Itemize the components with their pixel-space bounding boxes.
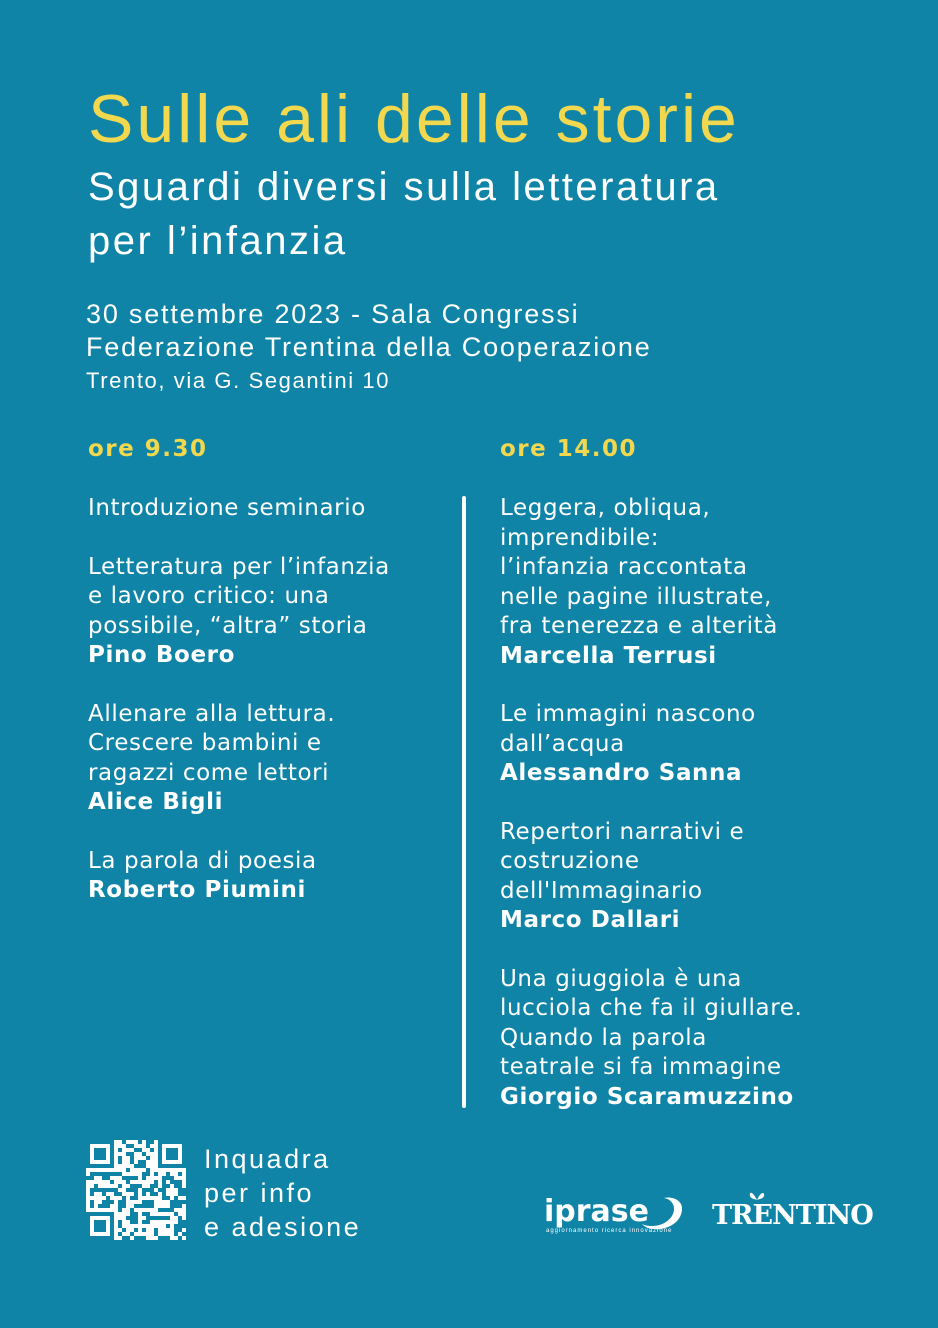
morning-column xyxy=(88,436,458,935)
talk-title-line: dall’acqua xyxy=(500,730,625,757)
iprase-tagline: aggiornamento ricerca innovazione xyxy=(546,1228,673,1234)
talk-title-line: Quando la parola xyxy=(500,1024,707,1051)
talk-title-line: Repertori narrativi e xyxy=(500,818,745,845)
talk-item xyxy=(88,847,458,906)
talk-item xyxy=(500,494,880,671)
speaker-name: Marcella Terrusi xyxy=(500,642,717,669)
talk-item xyxy=(88,494,458,524)
poster-title: Sulle ali delle storie xyxy=(88,81,740,157)
talk-title-line: Le immagini nascono xyxy=(500,701,756,727)
iprase-logo-word: iprase xyxy=(544,1194,649,1229)
event-date-venue: 30 settembre 2023 - Sala Congressi xyxy=(86,299,580,329)
talk-title-line: ragazzi come lettori xyxy=(88,759,330,786)
afternoon-time: ore 14.00 xyxy=(500,436,638,462)
talk-title-line: Leggera, obliqua, xyxy=(500,495,711,521)
talk-item xyxy=(88,553,458,671)
talk-item xyxy=(88,700,458,818)
talk-item xyxy=(500,965,880,1113)
talk-title-line: e lavoro critico: una xyxy=(88,583,330,609)
qr-caption-line: per info xyxy=(204,1178,315,1208)
event-info xyxy=(86,298,652,397)
speaker-name: Alessandro Sanna xyxy=(500,760,743,786)
trentino-logo: TRENTINO xyxy=(712,1200,873,1231)
qr-caption xyxy=(204,1142,361,1244)
event-address: Trento, via G. Segantini 10 xyxy=(86,368,391,393)
talk-title-line: Una giuggiola è una xyxy=(500,965,742,992)
talk-title-line: l’infanzia raccontata xyxy=(500,554,748,580)
talk-title-line: lucciola che fa il giullare. xyxy=(500,995,803,1021)
speaker-name: Roberto Piumini xyxy=(88,877,306,903)
talk-title-line: fra tenerezza e alterità xyxy=(500,613,778,639)
speaker-name: Alice Bigli xyxy=(88,789,224,815)
qr-code-icon[interactable] xyxy=(86,1140,186,1240)
speaker-name: Pino Boero xyxy=(88,642,235,668)
talk-item xyxy=(500,700,880,789)
morning-time: ore 9.30 xyxy=(88,436,208,462)
speaker-name: Marco Dallari xyxy=(500,907,681,933)
talk-title-line: costruzione xyxy=(500,848,640,874)
talk-title-line: Letteratura per l’infanzia xyxy=(88,553,390,580)
talk-title-line: Crescere bambini e xyxy=(88,730,322,756)
poster-subtitle xyxy=(88,160,720,268)
talk-item xyxy=(500,818,880,936)
qr-caption-line: e adesione xyxy=(204,1212,362,1242)
qr-caption-line: Inquadra xyxy=(204,1144,331,1174)
subtitle-line-2: per l’infanzia xyxy=(88,219,348,263)
column-divider xyxy=(462,496,466,1108)
talk-title-line: nelle pagine illustrate, xyxy=(500,583,772,610)
talk-title-line: Allenare alla lettura. xyxy=(88,700,336,727)
talk-title-line: teatrale si fa immagine xyxy=(500,1054,782,1080)
talk-title-line: La parola di poesia xyxy=(88,847,317,874)
afternoon-column xyxy=(500,436,880,1141)
subtitle-line-1: Sguardi diversi sulla letteratura xyxy=(88,165,720,209)
talk-title-line: dell'Immaginario xyxy=(500,877,703,904)
talk-title-line: possibile, “altra” storia xyxy=(88,612,368,639)
event-organization: Federazione Trentina della Cooperazione xyxy=(86,332,652,362)
iprase-logo xyxy=(544,1190,684,1240)
talk-title-line: imprendibile: xyxy=(500,524,660,551)
talk-title-line: Introduzione seminario xyxy=(88,495,366,521)
speaker-name: Giorgio Scaramuzzino xyxy=(500,1083,794,1110)
